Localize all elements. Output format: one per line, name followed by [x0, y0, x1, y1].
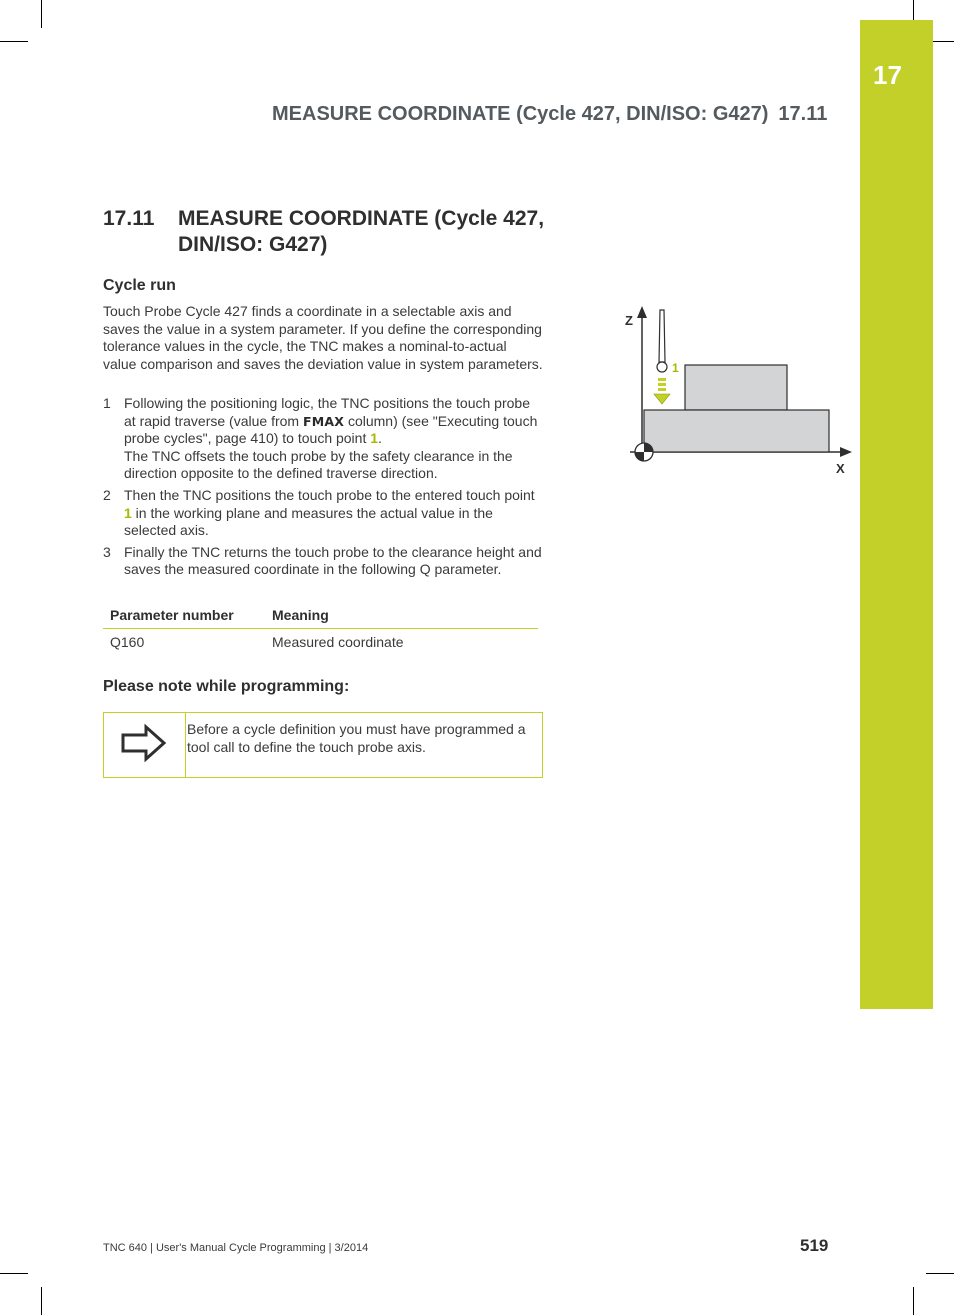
step-text: Finally the TNC returns the touch probe to the clearance height and saves the measured coordinate in the following Q parameter.: [124, 543, 542, 578]
crop-mark: [41, 1287, 42, 1315]
workpiece-top: [685, 365, 787, 410]
note-divider: [185, 713, 186, 777]
probe-tip-icon: [657, 362, 667, 372]
header-cell: Parameter number: [110, 607, 234, 623]
touch-point-label: 1: [672, 361, 679, 375]
touch-point-ref: 1: [370, 430, 379, 447]
traverse-arrow-icon: [654, 394, 670, 404]
running-head-title: MEASURE COORDINATE (Cycle 427, DIN/ISO: G427): [272, 103, 769, 125]
list-item: [103, 487, 543, 540]
note-heading: Please note while programming:: [103, 678, 350, 695]
section-title: MEASURE COORDINATE (Cycle 427, DIN/ISO: G427): [178, 207, 545, 256]
x-axis-arrow: [840, 447, 852, 457]
list-item: [103, 544, 543, 579]
table-row: [103, 629, 538, 655]
parameter-table: [103, 603, 538, 655]
running-head-section: 17.11: [778, 103, 828, 125]
step-text: .: [378, 430, 382, 447]
footer-text: TNC 640 | User's Manual Cycle Programming | 3/2014: [103, 1242, 369, 1254]
crop-mark: [0, 1273, 28, 1274]
note-box: [103, 712, 543, 778]
traverse-dash: [658, 378, 666, 381]
table-cell: Q160: [110, 634, 145, 650]
running-head: [272, 103, 827, 126]
touch-point-ref: 1: [124, 504, 132, 521]
step-number: 2: [103, 486, 111, 503]
header-cell: Meaning: [272, 607, 329, 623]
chapter-number: 17: [873, 60, 902, 90]
cycle-run-heading: Cycle run: [103, 277, 176, 294]
traverse-dash: [658, 388, 666, 391]
crop-mark: [0, 41, 28, 42]
list-item: [103, 395, 543, 483]
step-extra: The TNC offsets the touch probe by the safety clearance in the direction opposite to the defined traverse direction.: [124, 447, 513, 482]
step-number: 1: [103, 395, 111, 411]
arrow-right-icon: [120, 723, 168, 763]
chapter-tab: [860, 20, 933, 1009]
origin-quadrant: [635, 452, 644, 461]
step-number: 3: [103, 543, 111, 560]
table-header: [103, 603, 538, 629]
step-text: Then the TNC positions the touch probe to the entered touch point: [124, 486, 535, 503]
note-text: Before a cycle definition you must have programmed a tool call to define the touch probe axis.: [187, 721, 526, 755]
traverse-dash: [658, 383, 666, 386]
steps-list: [103, 395, 543, 583]
crop-mark: [926, 1273, 954, 1274]
crop-mark: [913, 0, 914, 20]
z-axis-arrow: [637, 306, 647, 318]
x-axis-label: X: [836, 461, 845, 476]
table-cell: Measured coordinate: [272, 634, 404, 650]
step-text: column) (see "Executing touch probe cycles", page 410) to touch point: [124, 412, 538, 447]
step-text: Following the positioning logic, the TNC positions the touch probe at rapid traverse (value from: [124, 395, 530, 429]
crop-mark: [41, 0, 42, 28]
step-text: in the working plane and measures the actual value in the selected axis.: [124, 504, 493, 539]
fmax-code: FMAX: [302, 413, 345, 429]
touch-probe-diagram: [620, 300, 860, 480]
page-number: 519: [800, 1236, 829, 1255]
section-number: 17.11: [103, 207, 155, 230]
crop-mark: [913, 1287, 914, 1315]
workpiece-base: [644, 410, 829, 452]
z-axis-label: Z: [625, 313, 633, 328]
probe-stylus: [659, 310, 665, 362]
intro-paragraph: Touch Probe Cycle 427 finds a coordinate in a selectable axis and saves the value in a system parameter. If you define the corresponding tolerance values in the cycle, the TNC makes a nominal-to-actual value comparison and saves the deviation value in system parameters.: [103, 303, 543, 372]
